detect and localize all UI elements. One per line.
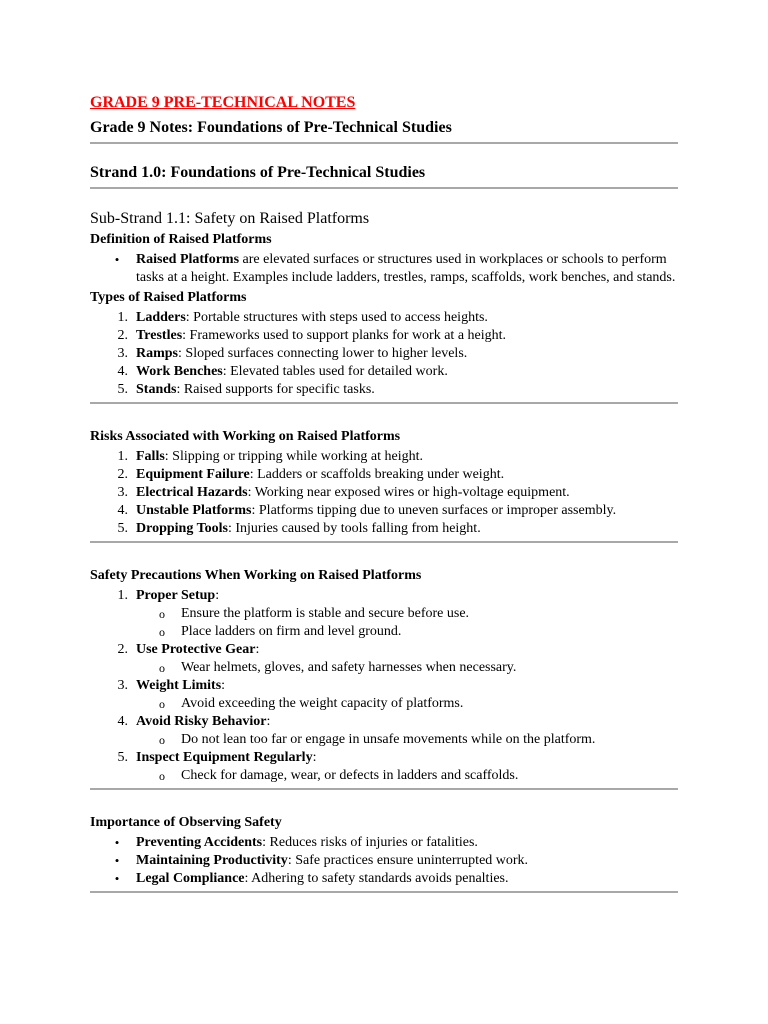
item-number: 2.: [117, 328, 128, 343]
item-text: : Injuries caused by tools falling from height.: [227, 521, 481, 536]
item-text: are elevated surfaces or structures used in workplaces or schools to perform tasks at a height. Examples include ladders, trestles, ramps, scaffolds, work benches, and stands.: [136, 252, 676, 285]
sub-item-text: Check for damage, wear, or defects in ladders and scaffolds.: [181, 768, 519, 783]
item-text: : Sloped surfaces connecting lower to higher levels.: [178, 346, 468, 361]
item-term: Electrical Hazards: [136, 485, 248, 500]
list-item: [90, 466, 678, 484]
item-text: :: [266, 714, 271, 729]
list-item: [90, 641, 678, 659]
item-term: Weight Limits: [136, 678, 222, 693]
sub-list-item: [90, 659, 678, 677]
item-number: 3.: [117, 346, 128, 361]
sub-item-text: Ensure the platform is stable and secure before use.: [181, 606, 470, 621]
item-text: : Slipping or tripping while working at height.: [164, 449, 423, 464]
item-number: 5.: [117, 382, 128, 397]
list-item: [90, 448, 678, 466]
item-term: Stands: [136, 382, 177, 397]
item-number: 5.: [117, 750, 128, 765]
item-text: : Platforms tipping due to uneven surfaces or improper assembly.: [251, 503, 617, 518]
strand-title: Strand 1.0: Foundations of Pre-Technical Studies: [90, 164, 426, 181]
item-term: Inspect Equipment Regularly: [136, 750, 313, 765]
item-term: Raised Platforms: [136, 252, 240, 267]
item-number: 1.: [117, 588, 128, 603]
list-item: [90, 381, 678, 399]
item-text: : Working near exposed wires or high-voltage equipment.: [247, 485, 570, 500]
types-heading: Types of Raised Platforms: [90, 290, 247, 305]
sub-list-item: [90, 695, 678, 713]
bullet-icon: •: [114, 853, 120, 868]
divider: [90, 402, 678, 404]
list-item: [90, 484, 678, 502]
item-text: : Ladders or scaffolds breaking under weight.: [249, 467, 505, 482]
list-item: [90, 587, 678, 605]
sub-list-item: [90, 623, 678, 641]
list-item: [90, 852, 678, 870]
sub-list-item: [90, 605, 678, 623]
list-item: [90, 677, 678, 695]
item-number: 4.: [117, 364, 128, 379]
circle-bullet-icon: o: [159, 607, 165, 621]
circle-bullet-icon: o: [159, 733, 165, 747]
list-item: [90, 309, 678, 327]
item-text: : Adhering to safety standards avoids penalties.: [244, 871, 509, 886]
item-number: 3.: [117, 678, 128, 693]
item-term: Work Benches: [136, 364, 223, 379]
risks-list: [90, 448, 678, 538]
bullet-icon: •: [114, 835, 120, 850]
item-term: Proper Setup: [136, 588, 216, 603]
item-text: :: [221, 678, 226, 693]
list-item: [90, 749, 678, 767]
item-text: :: [255, 642, 260, 657]
item-text: :: [215, 588, 220, 603]
precautions-list: [90, 587, 678, 785]
risks-heading: Risks Associated with Working on Raised Platforms: [90, 429, 401, 444]
divider: [90, 541, 678, 543]
list-item: [90, 520, 678, 538]
item-text: : Reduces risks of injuries or fatalities.: [262, 835, 478, 850]
item-term: Dropping Tools: [136, 521, 228, 536]
item-number: 4.: [117, 503, 128, 518]
item-number: 4.: [117, 714, 128, 729]
item-term: Preventing Accidents: [136, 835, 263, 850]
item-text: : Elevated tables used for detailed work.: [222, 364, 448, 379]
notes-title: Grade 9 Notes: Foundations of Pre-Technical Studies: [90, 119, 452, 136]
importance-heading: Importance of Observing Safety: [90, 815, 282, 830]
circle-bullet-icon: o: [159, 625, 165, 639]
grade-title: GRADE 9 PRE-TECHNICAL NOTES: [90, 94, 356, 111]
bullet-icon: •: [114, 871, 120, 886]
sub-item-text: Place ladders on firm and level ground.: [181, 624, 402, 639]
list-item: [90, 327, 678, 345]
circle-bullet-icon: o: [159, 769, 165, 783]
sub-list-item: [90, 731, 678, 749]
item-text: : Safe practices ensure uninterrupted work.: [287, 853, 529, 868]
list-item: [90, 251, 678, 287]
sub-item-text: Do not lean too far or engage in unsafe movements while on the platform.: [181, 732, 596, 747]
item-term: Ladders: [136, 310, 186, 325]
circle-bullet-icon: o: [159, 661, 165, 675]
item-text: : Frameworks used to support planks for work at a height.: [182, 328, 507, 343]
definition-heading: Definition of Raised Platforms: [90, 232, 272, 247]
list-item: [90, 363, 678, 381]
divider: [90, 187, 678, 189]
item-term: Use Protective Gear: [136, 642, 256, 657]
definition-list: [90, 251, 678, 287]
item-text: : Portable structures with steps used to access heights.: [185, 310, 488, 325]
item-number: 1.: [117, 310, 128, 325]
item-number: 2.: [117, 467, 128, 482]
item-term: Legal Compliance: [136, 871, 245, 886]
bullet-icon: •: [114, 252, 120, 267]
item-number: 1.: [117, 449, 128, 464]
list-item: [90, 502, 678, 520]
document-page: [90, 94, 678, 893]
item-term: Unstable Platforms: [136, 503, 252, 518]
sub-item-text: Avoid exceeding the weight capacity of platforms.: [181, 696, 464, 711]
item-number: 5.: [117, 521, 128, 536]
list-item: [90, 345, 678, 363]
item-term: Avoid Risky Behavior: [136, 714, 267, 729]
item-term: Trestles: [136, 328, 183, 343]
list-item: [90, 834, 678, 852]
item-text: :: [312, 750, 317, 765]
item-number: 3.: [117, 485, 128, 500]
item-number: 2.: [117, 642, 128, 657]
substrand-title: Sub-Strand 1.1: Safety on Raised Platforms: [90, 210, 370, 227]
precautions-heading: Safety Precautions When Working on Raised Platforms: [90, 568, 422, 583]
importance-list: [90, 834, 678, 888]
divider: [90, 142, 678, 144]
divider: [90, 788, 678, 790]
types-list: [90, 309, 678, 399]
list-item: [90, 870, 678, 888]
item-term: Ramps: [136, 346, 179, 361]
divider: [90, 891, 678, 893]
item-term: Maintaining Productivity: [136, 853, 288, 868]
item-text: : Raised supports for specific tasks.: [176, 382, 375, 397]
sub-item-text: Wear helmets, gloves, and safety harnesses when necessary.: [181, 660, 517, 675]
sub-list-item: [90, 767, 678, 785]
circle-bullet-icon: o: [159, 697, 165, 711]
item-term: Equipment Failure: [136, 467, 250, 482]
list-item: [90, 713, 678, 731]
item-term: Falls: [136, 449, 165, 464]
